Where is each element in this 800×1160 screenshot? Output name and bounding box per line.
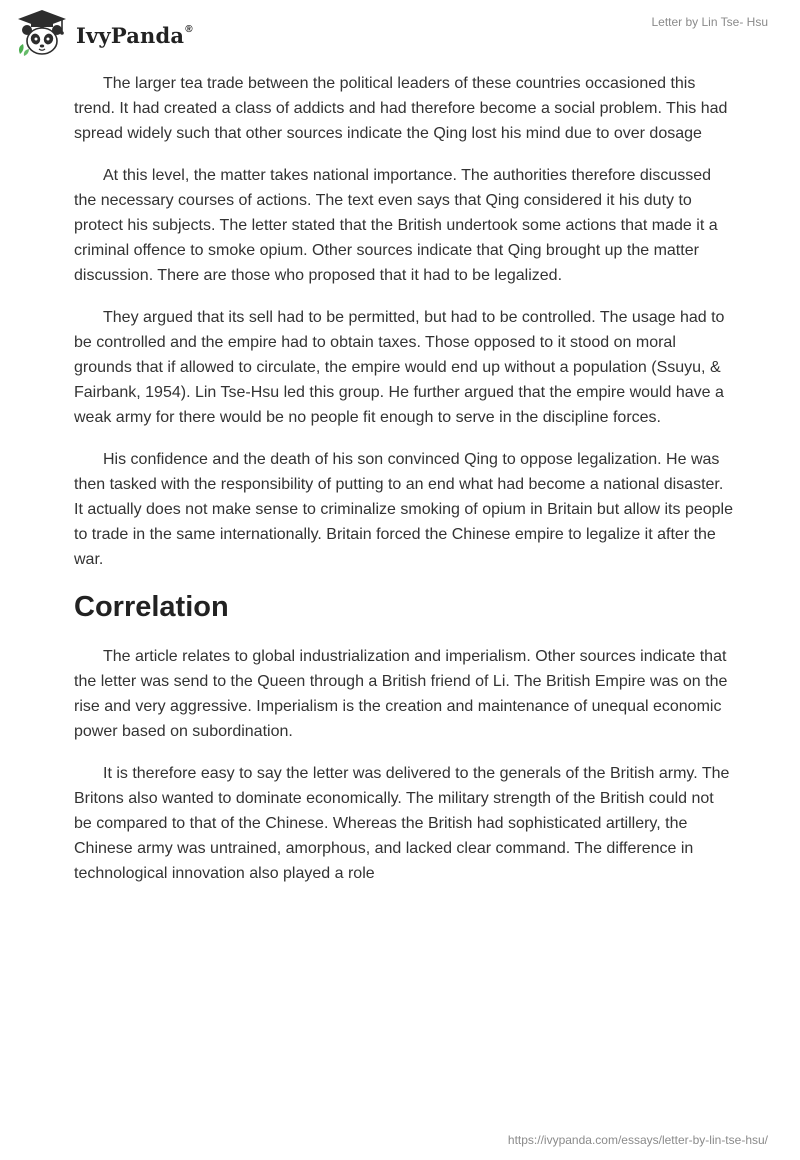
logo-text: IvyPanda® <box>76 22 193 48</box>
registered-mark: ® <box>185 23 193 35</box>
paragraph: The article relates to global industrialization and imperialism. Other sources indicate that the letter was send to the Queen through a British friend of Li. The British Empire was on the rise and very aggressive. Imperialism is the creation and maintenance of unequal economic power based on subordination. <box>74 648 728 740</box>
paragraph: They argued that its sell had to be permitted, but had to be controlled. The usage had to be controlled and the empire had to obtain taxes. Those opposed to it stood on moral grounds that if allowed to circulate, the empire would end up without a population (Ssuyu, & Fairbank, 1954). Lin Tse-Hsu led this group. He further argued that the empire would have a weak army for there would be no people fit enough to serve in the discipline forces. <box>74 309 725 426</box>
section-heading: Correlation <box>74 591 229 623</box>
ivypanda-logo[interactable] <box>14 8 193 58</box>
paragraph: At this level, the matter takes national importance. The authorities therefore discussed the necessary courses of actions. The text even says that Qing considered it his duty to protect his subjects. The letter stated that the British undertook some actions that made it a criminal offence to smoke opium. Other sources indicate that Qing brought up the matter discussion. There are those who proposed that it had to be legalized. <box>74 167 718 284</box>
paragraph: The larger tea trade between the political leaders of these countries occasioned this trend. It had created a class of addicts and had therefore become a social problem. This had spread widely such that other sources indicate the Qing lost his mind due to over dosage <box>74 75 728 142</box>
document-title: Letter by Lin Tse- Hsu <box>651 15 768 29</box>
paragraph: It is therefore easy to say the letter was delivered to the generals of the British army. The Britons also wanted to dominate economically. The military strength of the British could not be compared to that of the Chinese. Whereas the British had sophisticated artillery, the Chinese army was untrained, amorphous, and lacked clear command. The difference in technological innovation also played a role <box>74 765 730 882</box>
essay-content <box>74 71 734 903</box>
source-url[interactable]: https://ivypanda.com/essays/letter-by-lin-tse-hsu/ <box>507 1133 768 1147</box>
paragraph: His confidence and the death of his son convinced Qing to oppose legalization. He was then tasked with the responsibility of putting to an end what had become a national disaster. It actually does not make sense to criminalize smoking of opium in Britain but allow its people to trade in the same internationally. Britain forced the Chinese empire to legalize it after the war. <box>74 451 733 568</box>
panda-graduate-icon <box>14 8 70 58</box>
page-header <box>0 0 800 70</box>
